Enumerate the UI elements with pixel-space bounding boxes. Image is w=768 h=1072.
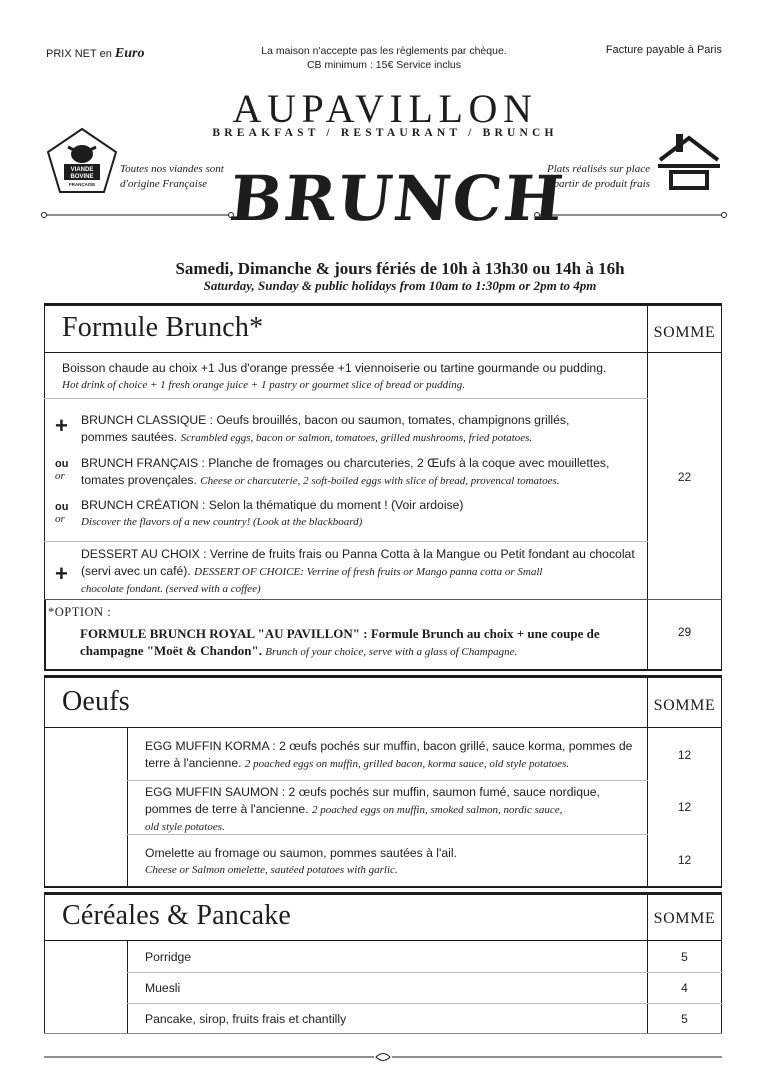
muesli: Muesli	[145, 981, 181, 995]
korma-price: 12	[677, 748, 692, 762]
classique-line-2: pommes sautées.	[81, 430, 178, 444]
oeufs-somme: SOMME	[653, 697, 716, 714]
cb-minimum: CB minimum : 15€ Service inclus	[306, 59, 462, 71]
option-label: *OPTION :	[48, 605, 112, 619]
royal-line-2: champagne "Moët & Chandon".	[80, 643, 262, 658]
plus-icon: +	[55, 561, 68, 586]
payment-notice	[214, 44, 554, 72]
left-note-line-1: Toutes nos viandes sont	[120, 163, 224, 175]
saumon-line-2: pommes de terre à l'ancienne.	[145, 802, 309, 816]
facture: Facture payable à Paris	[605, 44, 722, 56]
formule-option-rule	[44, 599, 722, 600]
porridge-price: 5	[681, 950, 688, 964]
korma-line-2: terre à l'ancienne.	[145, 756, 242, 770]
schedule-fr: Samedi, Dimanche & jours fériés de 10h à 13h30 ou 14h à 16h	[175, 259, 625, 278]
saumon-price: 12	[677, 800, 692, 814]
formule-divider-2	[44, 541, 648, 542]
cereales-divider-1	[127, 972, 722, 973]
left-ornament-line	[40, 209, 235, 221]
royal-en: Brunch of your choice, serve with a glass of Champagne.	[265, 646, 518, 658]
brunch-creation	[81, 497, 646, 531]
footer-ornament	[44, 1050, 722, 1064]
formule-intro-en: Hot drink of choice + 1 fresh orange juice + 1 pastry or gourmet slice of bread or pudding.	[62, 379, 465, 391]
francais-en: Cheese or charcuterie, 2 soft-boiled eggs with slice of bread, provencal tomatoes.	[200, 475, 560, 487]
svg-text:BOVINE: BOVINE	[70, 174, 94, 180]
viande-bovine-badge-icon	[44, 126, 120, 196]
dessert-line-1: DESSERT AU CHOIX : Verrine de fruits frais ou Panna Cotta à la Mangue ou Petit fondant au chocolat	[81, 547, 635, 561]
or-label: or	[55, 513, 65, 525]
egg-muffin-saumon	[145, 784, 645, 836]
omelette-fr: Omelette au fromage ou saumon, pommes sautées à l'ail.	[145, 846, 457, 860]
svg-text:FRANÇAISE: FRANÇAISE	[68, 182, 96, 187]
oeufs-right-border	[721, 678, 722, 887]
brand-name: AUPAVILLON	[232, 86, 538, 131]
oeufs-top-rule	[44, 675, 722, 678]
brunch-francais	[81, 455, 646, 490]
schedule-en: Saturday, Sunday & public holidays from 10am to 1:30pm or 2pm to 4pm	[203, 278, 597, 293]
formule-intro	[62, 360, 642, 394]
cereales-right-border	[721, 895, 722, 1034]
oeufs-left-border	[44, 678, 45, 887]
cereales-somme: SOMME	[653, 910, 716, 927]
brunch-classique	[81, 412, 646, 447]
creation-en: Discover the flavors of a new country! (Look at the blackboard)	[81, 516, 363, 528]
cereales-indent-divider	[127, 940, 128, 1034]
formule-price: 22	[677, 470, 692, 484]
cereales-header-rule	[44, 940, 722, 941]
oeufs-divider-1	[127, 780, 648, 781]
or-label: or	[55, 470, 65, 482]
egg-muffin-korma	[145, 738, 645, 773]
korma-en: 2 poached eggs on muffin, grilled bacon, korma sauce, old style potatoes.	[244, 758, 570, 770]
francais-line-2: tomates provençales.	[81, 473, 197, 487]
option-left-border	[44, 600, 46, 670]
formule-title: Formule Brunch*	[62, 312, 264, 343]
omelette-price: 12	[677, 853, 692, 867]
oeufs-indent-divider	[127, 727, 128, 887]
royal-price: 29	[677, 625, 692, 639]
classique-line-1: BRUNCH CLASSIQUE : Oeufs brouillés, bacon ou saumon, tomates, champignons grillés,	[81, 413, 570, 427]
pancake: Pancake, sirop, fruits frais et chantilly	[145, 1012, 347, 1026]
ou-label: ou	[55, 501, 69, 513]
cereales-top-rule	[44, 892, 722, 895]
right-note-line-1: Plats réalisés sur place	[547, 163, 650, 175]
muesli-price: 4	[681, 981, 688, 995]
brand-tagline: BREAKFAST / RESTAURANT / BRUNCH	[212, 127, 558, 139]
ou-label: ou	[55, 458, 69, 470]
omelette-en: Cheese or Salmon omelette, sautéed potatoes with garlic.	[145, 864, 398, 876]
left-note	[120, 162, 224, 192]
prix-net-label: PRIX NET en	[46, 48, 112, 60]
ou-or-1	[55, 458, 68, 482]
formule-royal	[80, 625, 645, 661]
porridge: Porridge	[145, 950, 192, 964]
creation-fr: BRUNCH CRÉATION : Selon la thématique du moment ! (Voir ardoise)	[81, 498, 464, 512]
ou-or-2	[55, 501, 68, 525]
svg-text:VIANDE: VIANDE	[70, 167, 94, 173]
formule-divider-1	[44, 398, 648, 399]
omelette	[145, 845, 645, 879]
dessert-en-2: chocolate fondant. (served with a coffee)	[81, 583, 261, 595]
royal-line-1: FORMULE BRUNCH ROYAL "AU PAVILLON" : Formule Brunch au choix + une coupe de	[80, 626, 600, 641]
oeufs-bottom-rule	[44, 886, 722, 888]
saumon-en-2: old style potatoes.	[145, 821, 225, 833]
formule-right-border	[721, 306, 722, 670]
cheque-notice: La maison n'accepte pas les règlements par chèque.	[261, 45, 507, 57]
oeufs-header-rule	[44, 727, 722, 728]
oeufs-divider-2	[127, 834, 648, 835]
formule-top-rule	[44, 303, 722, 306]
prix-net	[46, 46, 144, 62]
dessert-en-1: DESSERT OF CHOICE: Verrine of fresh fruits or Mango panna cotta or Small	[194, 566, 543, 578]
cereales-title: Céréales & Pancake	[62, 900, 292, 931]
formule-bottom-rule	[44, 669, 722, 671]
formule-price-divider	[647, 306, 648, 670]
classique-en: Scrambled eggs, bacon or salmon, tomatoes, grilled mushrooms, fried potatoes.	[180, 432, 533, 444]
left-note-line-2: d'origine Française	[120, 178, 207, 190]
right-note-line-2: à partir de produit frais	[545, 178, 650, 190]
saumon-en-1: 2 poached eggs on muffin, smoked salmon, nordic sauce,	[311, 804, 563, 816]
francais-line-1: BRUNCH FRANÇAIS : Planche de fromages ou charcuteries, 2 Œufs à la coque avec mouillettes,	[81, 456, 610, 470]
cereales-divider-2	[127, 1003, 722, 1004]
korma-line-1: EGG MUFFIN KORMA : 2 œufs pochés sur muffin, bacon grillé, sauce korma, pommes de	[145, 739, 633, 753]
brunch-title: BRUNCH	[226, 162, 569, 235]
house-icon	[656, 128, 722, 192]
plus-icon: +	[55, 413, 68, 438]
cereales-left-border	[44, 895, 45, 1034]
formule-somme: SOMME	[653, 324, 716, 341]
dessert-line-2: (servi avec un café).	[81, 564, 191, 578]
saumon-line-1: EGG MUFFIN SAUMON : 2 œufs pochés sur muffin, saumon fumé, sauce nordique,	[145, 785, 600, 799]
euro-label: Euro	[114, 46, 145, 61]
formule-intro-fr: Boisson chaude au choix +1 Jus d'orange pressée +1 viennoiserie ou tartine gourmande ou pudding.	[62, 361, 607, 375]
cereales-bottom-rule	[44, 1033, 722, 1034]
oeufs-title: Oeufs	[62, 686, 130, 717]
pancake-price: 5	[681, 1012, 688, 1026]
formule-header-rule	[44, 352, 722, 353]
dessert-au-choix	[81, 546, 647, 598]
